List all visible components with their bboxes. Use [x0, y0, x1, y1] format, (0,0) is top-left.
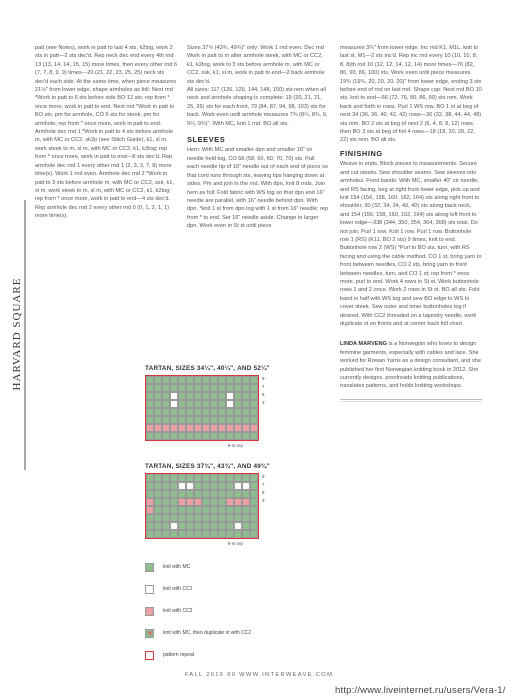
chart-cell — [234, 432, 242, 440]
chart-cell — [162, 384, 170, 392]
chart-cell — [218, 424, 226, 432]
chart-cell — [186, 424, 194, 432]
chart-cell — [226, 408, 234, 416]
chart-cell — [154, 498, 162, 506]
chart-cell — [242, 522, 250, 530]
stitch-repeat-label: 9-st rep — [227, 541, 243, 546]
chart-cell — [218, 416, 226, 424]
chart-cell — [146, 474, 154, 482]
legend-swatch — [145, 563, 154, 572]
legend-item-cc2 — [145, 600, 295, 622]
row-number: 3 — [262, 498, 265, 503]
chart-cell — [194, 408, 202, 416]
chart-cell — [186, 392, 194, 400]
chart-cell — [146, 384, 154, 392]
chart-cell — [194, 424, 202, 432]
chart-cell — [162, 392, 170, 400]
chart-cell — [178, 432, 186, 440]
chart-cell — [146, 424, 154, 432]
chart-cell — [250, 400, 258, 408]
chart-cell — [146, 522, 154, 530]
chart-cell — [250, 498, 258, 506]
chart-cell — [194, 392, 202, 400]
chart-cell — [162, 530, 170, 538]
chart-cell — [186, 416, 194, 424]
chart-cell — [218, 376, 226, 384]
row-number: 9 — [262, 376, 265, 381]
finishing-paragraph: Weave in ends. Block pieces to measurements. Secure and cut steeks. Sew shoulder seams. Sew sleeves into armholes. Front bands: With MC, smaller 40" cir needle, and RS facing, beg at right front lower edge, pick up and knit 154 (156, 158, 160, 162, 164) sts along right front to shoulder, 30 (32, 34, 34, 40, 40) sts along back neck, and 154 (156, 158, 160, 162, 164) sts along left front to lower edge—338 (344, 350, 354, 364, 368) sts total. Do not join. Purl 1 row. Knit 1 row. Purl 1 row. Buttonhole row 1 (RS) (K11, BO 2 sts) 9 times, knit to end. Buttonhole row 2 (WS) *Purl to BO sts, turn, with RS facing and using the cable method, CO 1 st, bring yarn to front between needles, CO 2 sts, bring yarn to front between needles, turn, and CO 1 st; rep from * once more, purl to end. Work 4 rows in St st. Work buttonhole rows 1 and 2 once. Work 2 rows in St st. BO all sts. Fold band in half with WS tog and sew BO edge to WS to cover steek. Sew outer and inner buttonholes tog if desired. With CC2 threaded on a tapestry needle, work duplicate st on fronts and at center back foll chart. — [340, 161, 482, 327]
chart-cell — [154, 490, 162, 498]
chart-cell — [234, 530, 242, 538]
chart-cell — [154, 530, 162, 538]
chart-cell — [234, 384, 242, 392]
chart-cell — [178, 424, 186, 432]
chart-cell — [178, 482, 186, 490]
chart-cell — [218, 482, 226, 490]
chart-cell — [250, 416, 258, 424]
chart-cell — [202, 514, 210, 522]
chart-cell — [162, 506, 170, 514]
chart-cell — [162, 376, 170, 384]
chart-cell — [162, 474, 170, 482]
chart-cell — [170, 530, 178, 538]
chart-cell — [234, 424, 242, 432]
chart-cell — [226, 474, 234, 482]
legend-label: knit with CC1 — [163, 586, 193, 592]
chart-cell — [250, 514, 258, 522]
chart-cell — [178, 506, 186, 514]
chart-cell — [194, 384, 202, 392]
chart-cell — [242, 432, 250, 440]
chart-cell — [170, 376, 178, 384]
chart-cell — [242, 400, 250, 408]
chart-cell — [202, 482, 210, 490]
chart-cell — [218, 530, 226, 538]
chart-cell — [242, 416, 250, 424]
chart-cell — [226, 432, 234, 440]
chart-cell — [234, 392, 242, 400]
chart-cell — [250, 474, 258, 482]
chart-grid — [145, 375, 259, 441]
chart-cell — [178, 530, 186, 538]
chart-cell — [218, 514, 226, 522]
chart-title: TARTAN, SIZES 34¼", 40¼", AND 52¼" — [145, 365, 270, 372]
chart-cell — [250, 392, 258, 400]
side-label: HARVARD SQUARE — [11, 209, 23, 459]
row-number: 7 — [262, 384, 265, 389]
row-number: 7 — [262, 482, 265, 487]
chart-cell — [162, 514, 170, 522]
chart-cell — [186, 376, 194, 384]
chart-cell — [242, 408, 250, 416]
chart-cell — [242, 514, 250, 522]
chart-cell — [226, 514, 234, 522]
chart-cell — [210, 424, 218, 432]
chart-cell — [162, 490, 170, 498]
legend-label: knit with MC, then duplicate st with CC2 — [163, 630, 252, 636]
chart-cell — [226, 376, 234, 384]
chart-cell — [242, 474, 250, 482]
tartan-chart-1 — [145, 365, 295, 448]
legend-swatch — [145, 585, 154, 594]
chart-cell — [194, 482, 202, 490]
chart-cell — [202, 498, 210, 506]
chart-cell — [146, 490, 154, 498]
chart-cell — [186, 384, 194, 392]
chart-cell — [234, 506, 242, 514]
col1-paragraph: patt (see Notes), work in patt to last 4 sts, k2tog, work 2 sts in patt—2 sts dec'd. Rep neck dec end every 4th rnd 13 (13, 14, 14, 15, 15) more times, then every other rnd 6 (7, 7, 8, 9, 9) times—20 (21, 22, 23, 25, 25) neck sts dec'd each side. At the same time, when piece measures 21½" from lower edge, shape armholes as foll: Next rnd *Work in patt to 6 sts before side BO 12 sts; rep from * once more, work in patt to end. Next rnd *Work in patt to BO sts, pm for armhole, CO 5 sts for steek, pm for armhole; rep from * once more, work in patt to end. Armhole dec rnd 1 *Work in patt to 4 sts before armhole m, with MC or CC2, sk2p (see Stitch Guide), k1, sl m, work steek to m, sl m, with MC or CC2, k1, k3tog; rep from * once more, work in patt to end—8 sts dec'd. Rep armhole dec rnd 1 every other rnd 1 (2, 3, 3, 7, 8) more time(s). Work 1 rnd even. Armhole dec rnd 2 *Work in patt to 3 sts before armhole m, with MC or CC2, ssk, k1, sl m, work steek to m, sl m, with MC or CC2, k1, k2tog; rep from * once more, work in patt to end—4 sts dec'd. Rep armhole dec rnd 2 every other rnd 0 (0, 1, 2, 1, 1) more time(s). — [35, 45, 178, 220]
chart-cell — [170, 416, 178, 424]
chart-cell — [218, 490, 226, 498]
chart-cell — [162, 416, 170, 424]
chart-cell — [194, 490, 202, 498]
bio-rule — [340, 399, 482, 402]
row-number: 5 — [262, 490, 265, 495]
chart-cell — [170, 506, 178, 514]
chart-cell — [202, 392, 210, 400]
chart-cell — [242, 384, 250, 392]
chart-cell — [194, 506, 202, 514]
chart-cell — [218, 522, 226, 530]
chart-cell — [154, 392, 162, 400]
col2-paragraph-2: All sizes: 117 (126, 129, 144, 148, 150) sts rem when all neck and armhole shaping is complete: 19 (20, 21, 21, 25, 26) sts for each front, 79 (84, 87, 94, 98, 103) sts for back. Work even until armhole measures 7¾ (8¼, 8¾, 9, 9¼, 9¾)". With MC, knit 1 rnd. BO all sts. — [187, 87, 328, 127]
chart-cell — [226, 498, 234, 506]
chart-cell — [154, 522, 162, 530]
chart-cell — [186, 482, 194, 490]
chart-cell — [202, 384, 210, 392]
row-number: 5 — [262, 392, 265, 397]
chart-cell — [178, 400, 186, 408]
col3-paragraph: measures 3¾" from lower edge. Inc rnd K1, M1L, knit to last st, M1—2 sts inc'd. Rep inc rnd every 10 (10, 10, 8, 8, 8)th rnd 10 (12, 12, 14, 12, 14) more times—76 (82, 86, 90, 86, 100) sts. Work even until piece measures 19¾ (19¾, 20, 20, 20, 20)" from lower edge, ending 3 sts before end of rnd on last rnd. Shape cap: Next rnd BO 10 sts, knit to end—66 (72, 76, 80, 86, 90) sts rem. Work back and forth in rows. Purl 1 WS row. BO 1 st at beg of next 34 (36, 36, 40, 42, 42) rows—30 (32, 38, 44, 44, 48) sts rem. BO 2 sts at beg of next 2 (6, 4, 8, 8, 12) rows, then BO 3 sts at beg of foll 4 rows—18 (18, 20, 20, 22, 22) sts rem. BO all sts. — [340, 45, 482, 144]
chart-cell — [146, 514, 154, 522]
chart-cell — [162, 408, 170, 416]
chart-cell — [186, 498, 194, 506]
chart-cell — [202, 490, 210, 498]
chart-cell — [234, 498, 242, 506]
chart-cell — [186, 474, 194, 482]
chart-cell — [146, 482, 154, 490]
chart-cell — [186, 400, 194, 408]
chart-cell — [226, 384, 234, 392]
chart-cell — [186, 522, 194, 530]
designer-bio-text: is a Norwegian who loves to design feminine garments, especially with cables and lace. She worked for Rowan Yarns as a design consultant, and she published her first Norwegian knitting book in 2012. She currently designs, proofreads knitting publications, translates patterns, and holds knitting workshops. — [340, 341, 481, 390]
chart-cell — [186, 506, 194, 514]
chart-cell — [226, 400, 234, 408]
chart-cell — [186, 530, 194, 538]
chart-cell — [178, 474, 186, 482]
chart-cell — [202, 408, 210, 416]
chart-cell — [170, 392, 178, 400]
chart-cell — [146, 376, 154, 384]
row-numbers — [259, 375, 265, 441]
chart-cell — [186, 514, 194, 522]
chart-cell — [210, 392, 218, 400]
legend-item-duplicate — [145, 622, 295, 644]
chart-cell — [234, 416, 242, 424]
chart-cell — [162, 424, 170, 432]
chart-cell — [146, 416, 154, 424]
legend-label: knit with MC — [163, 564, 191, 570]
chart-cell — [242, 376, 250, 384]
chart-cell — [178, 490, 186, 498]
chart-cell — [202, 506, 210, 514]
chart-cell — [162, 400, 170, 408]
stitch-repeat-label: 9-st rep — [227, 443, 243, 448]
chart-cell — [250, 424, 258, 432]
page-footer: FALL 2016 60 WWW.INTERWEAVE.COM — [184, 672, 334, 678]
chart-cell — [170, 482, 178, 490]
chart-cell — [242, 392, 250, 400]
chart-cell — [210, 490, 218, 498]
chart-cell — [226, 490, 234, 498]
chart-cell — [202, 400, 210, 408]
chart-cell — [194, 432, 202, 440]
chart-cell — [154, 376, 162, 384]
chart-cell — [226, 424, 234, 432]
side-label-strip — [10, 200, 26, 470]
chart-cell — [170, 384, 178, 392]
chart-cell — [146, 392, 154, 400]
chart-cell — [250, 490, 258, 498]
chart-cell — [194, 416, 202, 424]
chart-cell — [170, 432, 178, 440]
chart-cell — [210, 530, 218, 538]
chart-cell — [250, 530, 258, 538]
chart-cell — [202, 522, 210, 530]
chart-cell — [178, 376, 186, 384]
chart-cell — [186, 408, 194, 416]
chart-cell — [250, 506, 258, 514]
chart-cell — [162, 522, 170, 530]
chart-cell — [154, 482, 162, 490]
legend-swatch — [145, 651, 154, 660]
legend-item-mc — [145, 556, 295, 578]
chart-cell — [202, 432, 210, 440]
col2-paragraph-1: Sizes 37¾ (43¾, 49¾)" only: Work 1 rnd even. Dec rnd Work in patt to m after armhole steek, with MC or CC2, k1, k2tog, work to 3 sts before armhole m, with MC or CC2, ssk, k1, sl m, work in patt to end—2 back armhole sts dec'd. — [187, 45, 325, 85]
chart-cell — [202, 474, 210, 482]
tartan-chart-2 — [145, 463, 295, 546]
sleeves-paragraph: Hem: With MC and smaller dpn and smaller 16" cir needle held tog, CO 56 (58, 60, 60, 70, 70) sts. Pull each needle tip of 16" needle out of each end of piece so that cord runs through sts, leaving tips hanging down at sides. Pm and join in the rnd. With dpn, knit 8 rnds. Join hem as foll: Fold fabric with WS tog so that dpn and 16" needle are parallel, with 16" needle behind dpn. With dpn, *knit 1 st from dpn tog with 1 st from 16" needle; rep from * to end. Set 16" needle aside. Change to larger dpn. Work even in St st until piece — [187, 147, 329, 230]
chart-cell — [242, 506, 250, 514]
designer-name: LINDA MARVENG — [340, 341, 387, 348]
chart-cell — [202, 530, 210, 538]
designer-bio — [340, 340, 482, 390]
chart-cell — [194, 498, 202, 506]
chart-cell — [186, 490, 194, 498]
chart-cell — [178, 416, 186, 424]
chart-title: TARTAN, SIZES 37¾", 43¾", AND 49¾" — [145, 463, 270, 470]
chart-cell — [218, 400, 226, 408]
chart-cell — [234, 400, 242, 408]
legend-label: pattern repeat — [163, 652, 195, 658]
column-1 — [35, 44, 178, 221]
chart-cell — [154, 400, 162, 408]
side-rule — [24, 200, 26, 470]
chart-cell — [250, 408, 258, 416]
chart-grid — [145, 473, 259, 539]
chart-cell — [210, 408, 218, 416]
chart-cell — [202, 416, 210, 424]
chart-cell — [218, 506, 226, 514]
chart-cell — [162, 482, 170, 490]
chart-cell — [210, 376, 218, 384]
chart-cell — [210, 506, 218, 514]
chart-cell — [194, 376, 202, 384]
chart-cell — [154, 384, 162, 392]
chart-cell — [178, 384, 186, 392]
chart-cell — [210, 416, 218, 424]
chart-cell — [146, 400, 154, 408]
chart-cell — [194, 400, 202, 408]
legend-swatch — [145, 629, 154, 638]
chart-cell — [146, 530, 154, 538]
chart-cell — [170, 522, 178, 530]
watermark-url: http://www.liveinternet.ru/users/Vera-1/ — [335, 685, 506, 696]
row-number: 9 — [262, 474, 265, 479]
chart-cell — [250, 482, 258, 490]
chart-cell — [170, 490, 178, 498]
chart-cell — [234, 490, 242, 498]
chart-cell — [154, 432, 162, 440]
column-3 — [340, 44, 482, 402]
chart-cell — [170, 424, 178, 432]
finishing-heading: FINISHING — [340, 148, 383, 158]
chart-cell — [146, 432, 154, 440]
chart-cell — [210, 482, 218, 490]
chart-cell — [250, 384, 258, 392]
chart-cell — [154, 408, 162, 416]
column-2 — [187, 44, 328, 231]
legend-label: knit with CC2 — [163, 608, 193, 614]
chart-cell — [218, 392, 226, 400]
legend-item-repeat — [145, 644, 295, 666]
chart-cell — [210, 400, 218, 408]
chart-cell — [170, 400, 178, 408]
chart-cell — [250, 432, 258, 440]
chart-cell — [146, 408, 154, 416]
chart-cell — [178, 514, 186, 522]
chart-cell — [154, 514, 162, 522]
chart-cell — [194, 514, 202, 522]
row-number: 3 — [262, 400, 265, 405]
chart-cell — [186, 432, 194, 440]
chart-cell — [154, 416, 162, 424]
chart-cell — [170, 498, 178, 506]
chart-cell — [210, 522, 218, 530]
chart-cell — [242, 530, 250, 538]
chart-cell — [194, 522, 202, 530]
chart-cell — [178, 522, 186, 530]
chart-cell — [242, 498, 250, 506]
chart-cell — [218, 498, 226, 506]
chart-cell — [178, 408, 186, 416]
chart-cell — [202, 376, 210, 384]
chart-cell — [234, 376, 242, 384]
chart-cell — [234, 522, 242, 530]
sleeves-heading: SLEEVES — [187, 135, 226, 145]
chart-cell — [218, 384, 226, 392]
chart-cell — [162, 432, 170, 440]
chart-cell — [218, 432, 226, 440]
chart-cell — [250, 376, 258, 384]
chart-cell — [210, 384, 218, 392]
chart-cell — [234, 514, 242, 522]
chart-cell — [226, 416, 234, 424]
chart-cell — [210, 498, 218, 506]
chart-cell — [146, 498, 154, 506]
chart-cell — [154, 474, 162, 482]
chart-cell — [250, 522, 258, 530]
chart-cell — [202, 424, 210, 432]
chart-cell — [194, 474, 202, 482]
chart-cell — [218, 474, 226, 482]
chart-cell — [242, 424, 250, 432]
chart-cell — [162, 498, 170, 506]
chart-cell — [170, 514, 178, 522]
chart-cell — [154, 424, 162, 432]
chart-cell — [194, 530, 202, 538]
chart-cell — [234, 474, 242, 482]
chart-cell — [226, 392, 234, 400]
chart-cell — [234, 482, 242, 490]
chart-cell — [178, 498, 186, 506]
legend-swatch — [145, 607, 154, 616]
chart-cell — [146, 506, 154, 514]
chart-cell — [226, 522, 234, 530]
chart-cell — [154, 506, 162, 514]
chart-cell — [234, 408, 242, 416]
chart-cell — [242, 490, 250, 498]
chart-cell — [226, 482, 234, 490]
chart-cell — [170, 474, 178, 482]
chart-cell — [226, 530, 234, 538]
chart-cell — [178, 392, 186, 400]
chart-cell — [218, 408, 226, 416]
chart-legend — [145, 556, 295, 666]
chart-cell — [242, 482, 250, 490]
chart-cell — [210, 514, 218, 522]
row-numbers — [259, 473, 265, 539]
chart-cell — [170, 408, 178, 416]
chart-cell — [226, 506, 234, 514]
legend-item-cc1 — [145, 578, 295, 600]
chart-cell — [210, 474, 218, 482]
chart-cell — [210, 432, 218, 440]
